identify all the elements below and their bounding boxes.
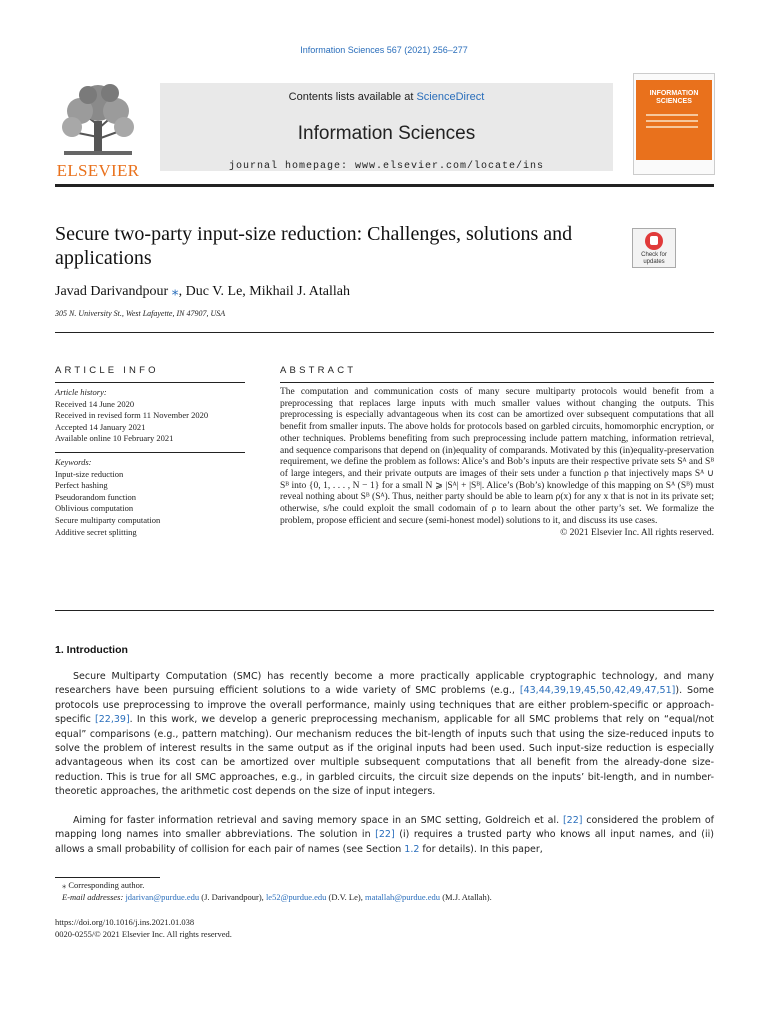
abstract-text: The computation and communication costs of many secure multiparty protocols would benefit from a preprocessing that replaces large inputs with much smaller values without changing the outputs. This preprocessing is especially advantageous when its cost can be amortized over subsequent computations that all benefit from smaller inputs. The above holds for protocols based on garbled circuits, homomorphic encryption, or other techniques. Problems benefiting from such preprocessing include pattern matching, information retrieval, and sequence comparisons that depend on (in)equality of comparands. Motivated by this (in)equality-preservation requirement, we define the problem as follows: Alice’s and Bob’s inputs are their respective private sets Sᴬ and Sᴮ of large integers, and their private outputs are images of their sets under a function ρ that injectively maps Sᴬ ∪ Sᴮ into {0, 1, . . . , N − 1} for a small N ⩾ |Sᴬ| + |Sᴮ|. Alice’s (Bob’s) knowledge of this mapping on Sᴬ (Sᴮ) must reveal nothing about Sᴮ (Sᴬ). Thus, neither party should be able to learn ρ(x) for any x that is not in its private set; otherwise, s/he could exploit the small codomain of ρ to learn about the other party’s set. We formalize the problem, propose efficient and secure (semi-honest model) solutions to it, and discuss its use cases. <box>280 387 714 526</box>
citation-link[interactable]: [43,44,39,19,45,50,42,49,47,51] <box>519 685 676 697</box>
keyword-item: Input-size reduction <box>55 468 124 479</box>
email-link[interactable]: le52@purdue.edu <box>265 892 327 902</box>
author-name: Javad Darivandpour <box>55 284 169 299</box>
issn-copyright: 0020-0255/© 2021 Elsevier Inc. All rights reserved. <box>55 929 232 939</box>
footnote-divider <box>55 877 160 878</box>
abstract-heading: ABSTRACT <box>280 365 357 376</box>
journal-cover-thumbnail[interactable] <box>633 73 715 175</box>
abstract-rule <box>280 382 714 383</box>
section-divider <box>55 610 714 611</box>
keywords-rule <box>55 452 245 453</box>
author-names-rest: , Duc V. Le, Mikhail J. Atallah <box>178 284 350 299</box>
journal-header <box>55 73 715 188</box>
body-paragraph: Aiming for faster information retrieval and saving memory space in an SMC setting, Goldreich et al. [22] considered the problem of mapping long names into smaller abbreviations. The solution in [22] (i) requires a trusted party who knows all input names, and (ii) allows a small probability of collision for each pair of names (see Section 1.2 for details). In this paper, <box>55 815 714 855</box>
cover-decoration <box>646 114 698 132</box>
journal-homepage[interactable]: journal homepage: www.elsevier.com/locate/ins <box>228 161 545 172</box>
journal-citation[interactable]: Information Sciences 567 (2021) 256–277 <box>300 45 468 55</box>
author-affiliation: 305 N. University St., West Lafayette, IN 47907, USA <box>55 309 226 318</box>
corresponding-author-mark[interactable]: ⁎ <box>171 284 179 299</box>
keyword-item: Oblivious computation <box>55 503 134 514</box>
tree-icon <box>58 81 138 157</box>
history-item: Received in revised form 11 November 2020 <box>55 410 209 421</box>
article-info <box>55 365 245 538</box>
journal-banner <box>160 83 613 171</box>
citation-link[interactable]: [22,39] <box>95 714 130 726</box>
check-for-updates-badge[interactable] <box>632 228 676 268</box>
abstract-section <box>280 365 714 539</box>
email-link[interactable]: jdarivan@purdue.edu <box>125 892 200 902</box>
article-title: Secure two-party input-size reduction: Challenges, solutions and applications <box>55 223 573 269</box>
keyword-item: Additive secret splitting <box>55 526 137 537</box>
corresponding-author-note: ⁎ Corresponding author. <box>62 880 145 890</box>
contents-line: Contents lists available at ScienceDirect <box>288 91 485 103</box>
history-item: Accepted 14 January 2021 <box>55 421 146 432</box>
cover-title: INFORMATION SCIENCES <box>649 90 699 105</box>
citation-link[interactable]: [22] <box>562 815 583 826</box>
sciencedirect-link[interactable]: ScienceDirect <box>416 91 485 103</box>
author-list <box>55 283 350 300</box>
bookmark-icon <box>645 232 663 250</box>
section-heading: 1. Introduction <box>55 644 128 656</box>
history-item: Available online 10 February 2021 <box>55 433 174 444</box>
elsevier-logo[interactable] <box>55 81 141 179</box>
section-divider <box>55 332 714 333</box>
keyword-item: Pseudorandom function <box>55 491 136 502</box>
citation-link[interactable]: [22] <box>375 829 395 841</box>
doi-link[interactable]: https://doi.org/10.1016/j.ins.2021.01.038 <box>55 917 195 927</box>
history-item: Received 14 June 2020 <box>55 398 135 409</box>
article-history-label: Article history: <box>55 387 107 397</box>
body-paragraph: Secure Multiparty Computation (SMC) has recently become a more practically applicable cryptographic technology, and many researchers have been pursuing efficient solutions to a wide variety of SMC problems (e.g., [43,44,39,19,45,50,42,49,47,51]). Some protocols use preprocessing to improve the overall performance, mainly using techniques that are either problem-specific or approach-specific [22,39]. In this work, we develop a generic preprocessing mechanism, applicable for all SMC problems that rely on “equal/not equal” comparisons (e.g., pattern matching). Our mechanism reduces the bit-length of inputs such that using the size-reduced inputs to solve the problem of interest results in the same output as if the original inputs had been used. Such input-size reduction is especially advantageous when its cost can be amortized over multiple subsequent computations that all benefit from the already-done size-reduction. This is true for all SMC approaches, e.g., in garbled circuits, the circuit size depends on the inputs’ bit-length, and in number-theoretic approaches, the arithmetic cost depends on the size of input integers. <box>55 671 714 798</box>
header-divider <box>55 184 714 187</box>
check-for-updates-label: Check for updates <box>641 252 667 265</box>
email-link[interactable]: matallah@purdue.edu <box>364 892 441 902</box>
article-info-rule <box>55 382 245 383</box>
publisher-name: ELSEVIER <box>56 161 140 180</box>
abstract-copyright: © 2021 Elsevier Inc. All rights reserved. <box>560 528 714 539</box>
section-link[interactable]: 1.2 <box>404 843 420 855</box>
article-info-heading: ARTICLE INFO <box>55 365 159 376</box>
journal-title: Information Sciences <box>297 123 476 144</box>
email-addresses: E-mail addresses: jdarivan@purdue.edu (J. Darivandpour), le52@purdue.edu (D.V. Le), matallah@purdue.edu (M.J. Atallah). <box>62 892 492 902</box>
keyword-item: Secure multiparty computation <box>55 514 161 525</box>
keyword-item: Perfect hashing <box>55 480 108 491</box>
keywords-label: Keywords: <box>55 456 92 467</box>
